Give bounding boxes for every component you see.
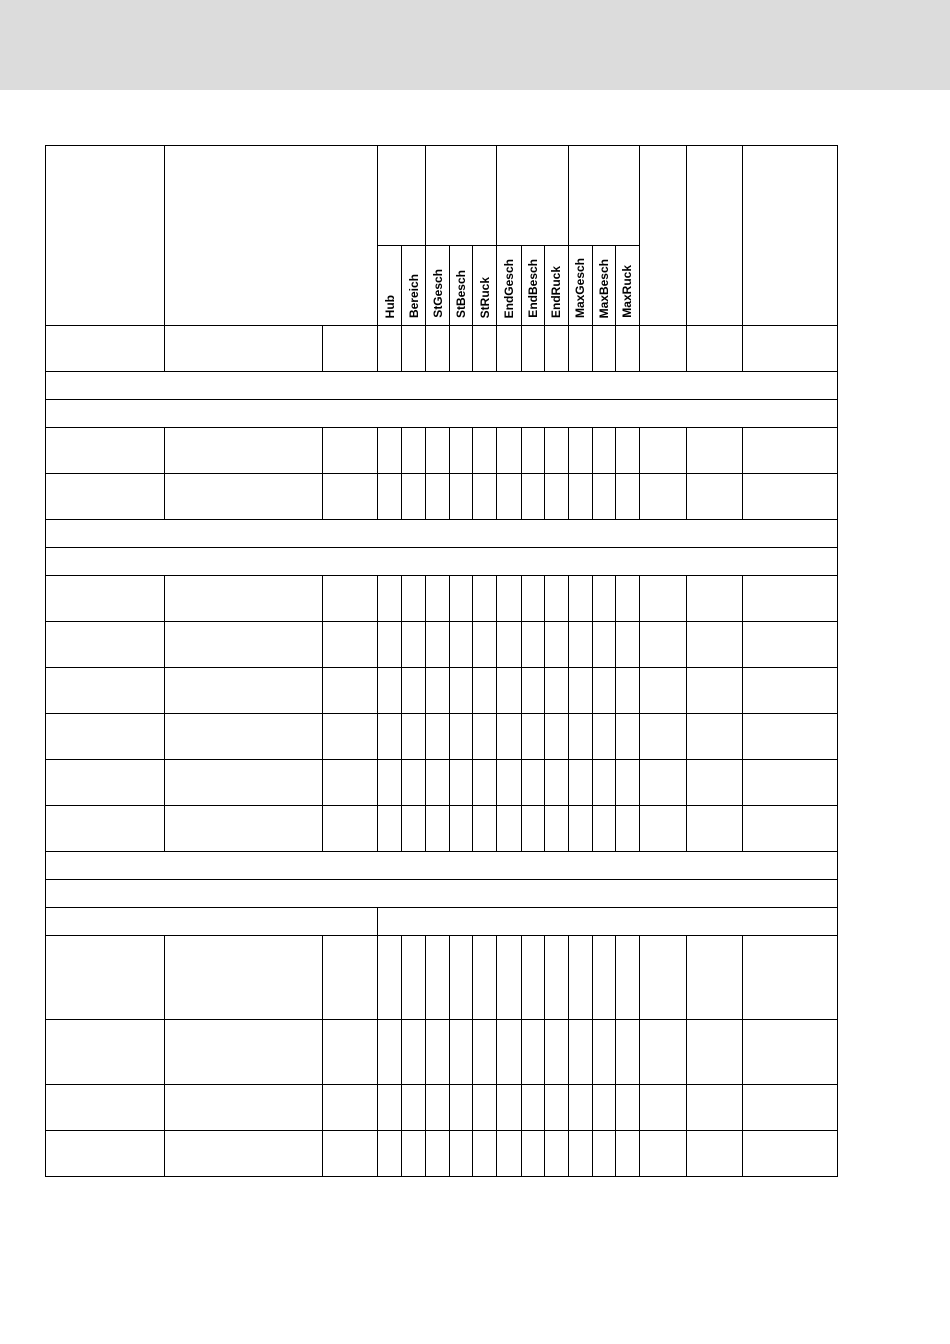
column-label: Hub <box>382 294 397 318</box>
table-row <box>46 474 838 520</box>
column-header-endbesch <box>521 246 544 326</box>
column-header-hub <box>378 246 402 326</box>
header-cell <box>46 146 165 326</box>
column-label: StBesch <box>454 269 469 318</box>
header-row-top <box>46 146 838 246</box>
table-row <box>46 760 838 806</box>
section-row <box>46 372 838 400</box>
section-row <box>46 520 838 548</box>
header-group-cell <box>497 146 568 246</box>
table-row <box>46 714 838 760</box>
column-header-endgesch <box>497 246 521 326</box>
table-row <box>46 806 838 852</box>
column-label: MaxRuck <box>620 265 635 318</box>
column-header-endruck <box>544 246 568 326</box>
page-header-band <box>0 0 950 90</box>
column-label: MaxBesch <box>596 258 611 318</box>
header-cell <box>639 146 686 326</box>
table-row <box>46 936 838 1020</box>
section-row <box>46 852 838 880</box>
table-row <box>46 428 838 474</box>
column-label: StRuck <box>477 276 492 318</box>
parameter-table <box>45 145 838 1177</box>
column-header-stgesch <box>426 246 450 326</box>
table-row <box>46 576 838 622</box>
section-row <box>46 400 838 428</box>
split-section-row <box>46 908 838 936</box>
column-label: Bereich <box>406 273 421 318</box>
column-header-stbesch <box>450 246 473 326</box>
header-cell <box>165 146 378 326</box>
column-header-maxgesch <box>568 246 592 326</box>
table-row <box>46 1085 838 1131</box>
column-header-bereich <box>402 246 426 326</box>
header-group-cell <box>568 146 639 246</box>
column-label: EndBesch <box>525 259 540 318</box>
column-label: EndRuck <box>549 265 564 318</box>
table-row <box>46 668 838 714</box>
table-row <box>46 1131 838 1177</box>
section-row <box>46 548 838 576</box>
column-header-maxbesch <box>592 246 615 326</box>
column-header-struck <box>473 246 497 326</box>
table-row <box>46 622 838 668</box>
column-label: EndGesch <box>501 258 516 318</box>
header-group-cell <box>378 146 426 246</box>
section-row <box>46 880 838 908</box>
column-header-maxruck <box>615 246 639 326</box>
table-row <box>46 326 838 372</box>
column-label: StGesch <box>430 269 445 318</box>
header-cell <box>686 146 742 326</box>
column-label: MaxGesch <box>573 257 588 318</box>
table-row <box>46 1020 838 1085</box>
header-group-cell <box>426 146 497 246</box>
header-cell <box>742 146 837 326</box>
